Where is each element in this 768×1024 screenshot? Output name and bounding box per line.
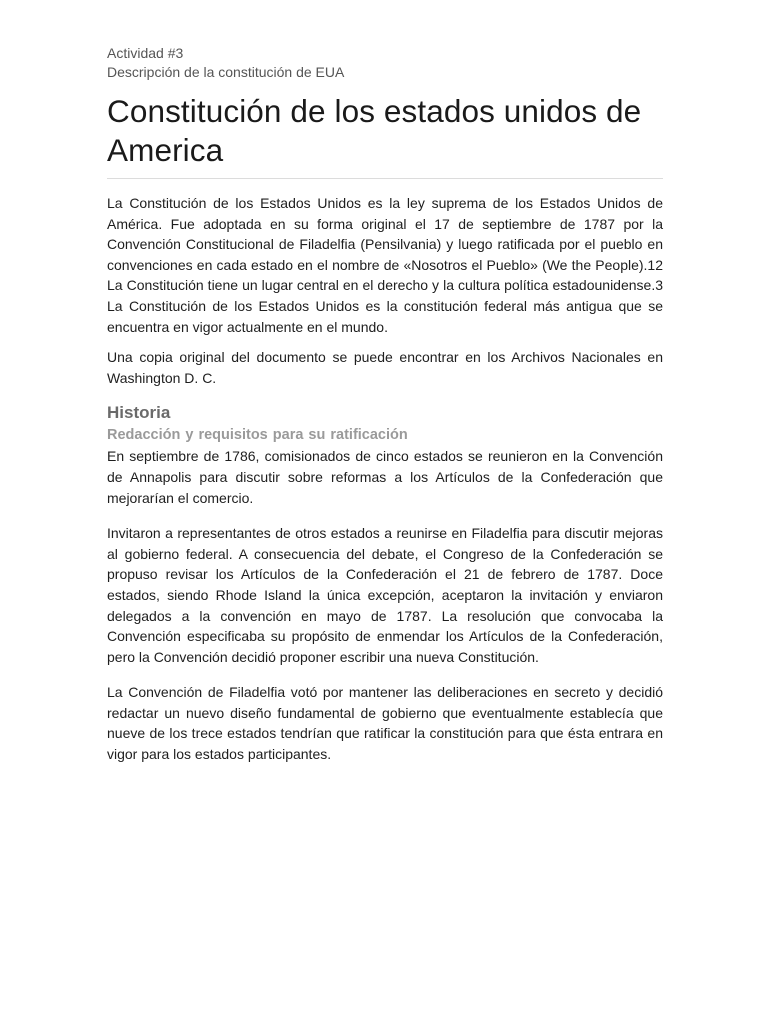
activity-label: Actividad #3 [107, 45, 184, 61]
intro-paragraph: La Constitución de los Estados Unidos es la ley suprema de los Estados Unidos de América. Fue adoptada en su forma original el 17 de septiembre de 1787 por la Convención Constitucional de Filadelfia (Pensilvania) y luego ratificada por el pueblo en convenciones en cada estado en el nombre de «Nosotros el Pueblo» (We the People).12 La Constitución tiene un lugar central en el derecho y la cultura política estadounidense.3 La Constitución de los Estados Unidos es la constitución federal más antigua que se encuentra en vigor actualmente en el mundo. [107, 195, 663, 335]
page-title: Constitución de los estados unidos de America [107, 93, 642, 168]
history-paragraph: Invitaron a representantes de otros estados a reunirse en Filadelfia para discutir mejoras al gobierno federal. A consecuencia del debate, el Congreso de la Confederación se propuso revisar los Artículos de la Confederación el 21 de febrero de 1787. Doce estados, siendo Rhode Island la única excepción, aceptaron la invitación y enviaron delegados a la convención en mayo de 1787. La resolución que convocaba la Convención especificaba su propósito de enmendar los Artículos de la Confederación, pero la Convención decidió proponer escribir una nueva Constitución. [107, 525, 663, 665]
history-paragraph: La Convención de Filadelfia votó por mantener las deliberaciones en secreto y decidió redactar un nuevo diseño fundamental de gobierno que eventualmente establecía que nueve de los trece estados tendrían que ratificar la constitución para que ésta entrara en vigor para los estados participantes. [107, 684, 663, 763]
intro-paragraph: Una copia original del documento se puede encontrar en los Archivos Nacionales en Washington D. C. [107, 349, 663, 386]
document-page [107, 44, 663, 765]
subsection-heading-drafting: Redacción y requisitos para su ratificación [107, 427, 408, 444]
title-divider [107, 178, 663, 179]
history-paragraph: En septiembre de 1786, comisionados de cinco estados se reunieron en la Convención de Annapolis para discutir sobre reformas a los Artículos de la Confederación que mejorarían el comercio. [107, 448, 663, 506]
section-heading-history: Historia [107, 403, 171, 423]
activity-description: Descripción de la constitución de EUA [107, 64, 345, 80]
